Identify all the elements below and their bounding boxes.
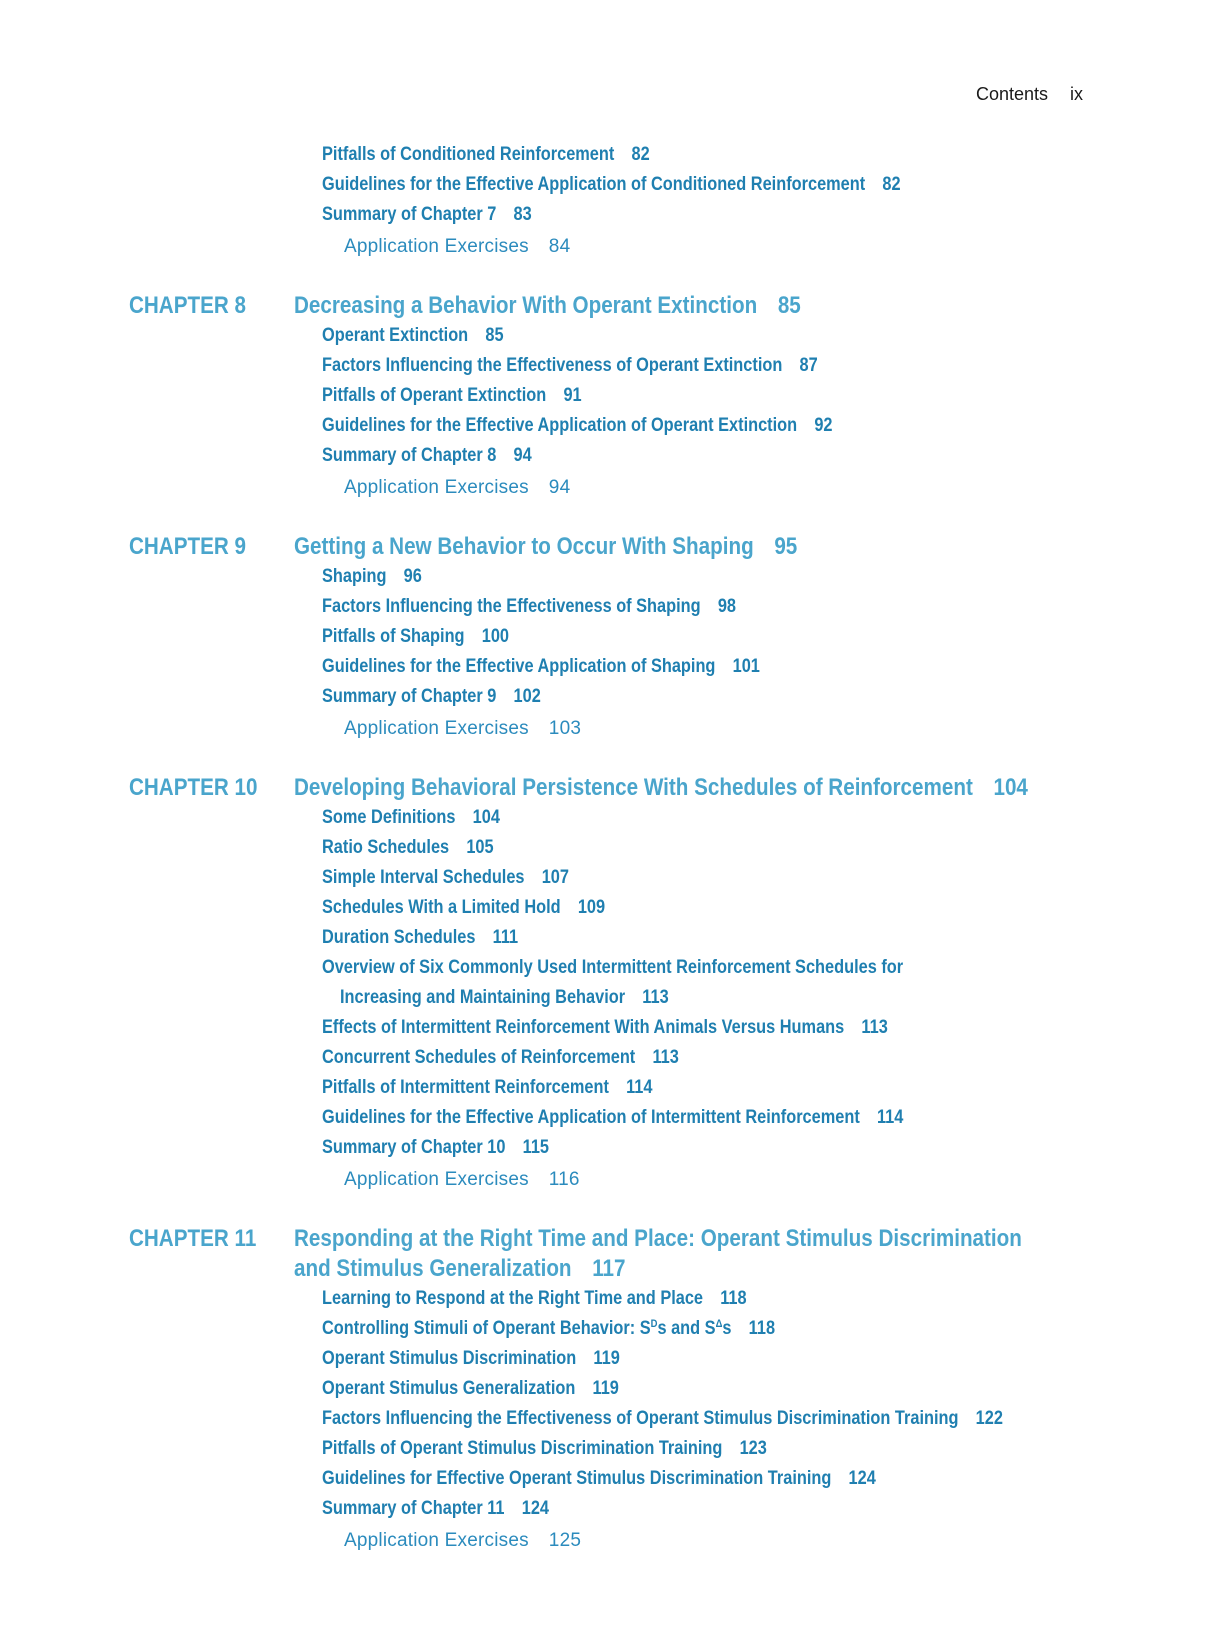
toc-entry-page: 116: [548, 1169, 580, 1190]
toc-entry[interactable]: [322, 566, 422, 588]
chapter-page: 117: [592, 1255, 626, 1282]
toc-entry[interactable]: [322, 1498, 549, 1520]
chapter-page: 95: [774, 533, 798, 560]
toc-entry[interactable]: [322, 1438, 767, 1460]
toc-entry-page: 119: [593, 1348, 620, 1369]
toc-entry[interactable]: [322, 174, 901, 196]
toc-entry-title: Schedules With a Limited Hold: [322, 897, 561, 918]
chapter-label: CHAPTER 8: [129, 292, 246, 319]
toc-entry[interactable]: [322, 897, 605, 919]
toc-entry-page: 85: [485, 325, 504, 346]
toc-entry-title: Guidelines for the Effective Application of Shaping: [322, 656, 716, 677]
toc-entry-title: Guidelines for the Effective Application of Intermittent Reinforcement: [322, 1107, 860, 1128]
toc-entry[interactable]: [322, 1047, 679, 1069]
toc-entry-page: 111: [492, 927, 519, 948]
toc-entry-exercises[interactable]: [344, 1169, 580, 1191]
toc-entry-title: Guidelines for Effective Operant Stimulus Discrimination Training: [322, 1468, 832, 1489]
toc-entry-page: 87: [799, 355, 818, 376]
toc-entry-title: Application Exercises: [344, 718, 529, 739]
toc-entry-page: 109: [577, 897, 606, 918]
chapter-page: 85: [777, 292, 801, 319]
toc-entry-page: 113: [642, 987, 669, 1008]
toc-entry-exercises[interactable]: [344, 1530, 581, 1552]
toc-entry-page: 102: [513, 686, 541, 707]
toc-entry-title: Pitfalls of Conditioned Reinforcement: [322, 144, 615, 165]
toc-entry-page: 94: [513, 445, 532, 466]
toc-entry-title: Shaping: [322, 566, 387, 587]
toc-entry-title: Increasing and Maintaining Behavior: [340, 987, 626, 1008]
toc-entry-title: Summary of Chapter 11: [322, 1498, 505, 1519]
chapter-title-line1[interactable]: [294, 1225, 1022, 1253]
toc-entry-title: Operant Stimulus Discrimination: [322, 1348, 577, 1369]
toc-entry-page: 84: [548, 236, 571, 257]
toc-entry-title: Summary of Chapter 8: [322, 445, 497, 466]
toc-entry-page: 82: [882, 174, 901, 195]
toc-entry-title: Summary of Chapter 7: [322, 204, 497, 225]
toc-entry-title: [322, 1318, 731, 1339]
toc-entry-page: 91: [563, 385, 582, 406]
toc-entry[interactable]: [322, 355, 818, 377]
toc-entry-title: Pitfalls of Shaping: [322, 626, 465, 647]
toc-entry[interactable]: [322, 837, 494, 859]
toc-entry-page: 96: [403, 566, 422, 587]
toc-entry[interactable]: [322, 445, 532, 467]
toc-entry[interactable]: [322, 415, 833, 437]
toc-entry[interactable]: [322, 325, 504, 347]
toc-entry-title: Operant Stimulus Generalization: [322, 1378, 576, 1399]
toc-entry-page: 118: [748, 1318, 776, 1339]
toc-entry-title: Guidelines for the Effective Application of Operant Extinction: [322, 415, 798, 436]
toc-entry-page: 115: [522, 1137, 549, 1158]
toc-entry-title: Concurrent Schedules of Reinforcement: [322, 1047, 636, 1068]
toc-entry-page: 114: [626, 1077, 653, 1098]
toc-entry-title: Application Exercises: [344, 236, 529, 257]
toc-entry-page: 124: [521, 1498, 549, 1519]
toc-entry[interactable]: [322, 1408, 1003, 1430]
toc-entry[interactable]: [322, 1468, 876, 1490]
chapter-title-text: Decreasing a Behavior With Operant Extinction: [294, 292, 758, 319]
toc-entry-page: 100: [481, 626, 509, 647]
toc-entry-title: Simple Interval Schedules: [322, 867, 525, 888]
toc-text-part: Controlling Stimuli of Operant Behavior: S: [322, 1318, 651, 1339]
toc-entry-page: 101: [732, 656, 760, 677]
toc-entry-continuation[interactable]: [340, 987, 669, 1009]
chapter-title-line2[interactable]: [294, 1255, 625, 1283]
toc-entry-page: 83: [513, 204, 532, 225]
toc-entry-page: 98: [717, 596, 736, 617]
toc-entry[interactable]: [322, 626, 509, 648]
toc-entry[interactable]: [322, 144, 650, 166]
toc-entry-title: Guidelines for the Effective Application of Conditioned Reinforcement: [322, 174, 866, 195]
page-number: ix: [1070, 84, 1084, 104]
toc-entry-title: Pitfalls of Operant Stimulus Discrimination Training: [322, 1438, 723, 1459]
toc-entry-title: Factors Influencing the Effectiveness of Operant Extinction: [322, 355, 783, 376]
toc-entry[interactable]: [322, 1378, 619, 1400]
toc-entry-title: Duration Schedules: [322, 927, 476, 948]
toc-entry[interactable]: [322, 807, 500, 829]
toc-entry-title: Ratio Schedules: [322, 837, 450, 858]
toc-entry-page: 125: [548, 1530, 582, 1551]
chapter-label: CHAPTER 9: [129, 533, 246, 560]
running-head-section: Contents: [976, 84, 1049, 104]
toc-entry[interactable]: [322, 385, 582, 407]
toc-entry-title: Operant Extinction: [322, 325, 469, 346]
toc-entry-title: Application Exercises: [344, 477, 529, 498]
toc-entry[interactable]: [322, 596, 736, 618]
chapter-title[interactable]: [294, 292, 801, 320]
toc-entry-title: Application Exercises: [344, 1530, 529, 1551]
toc-entry[interactable]: [322, 204, 532, 226]
toc-entry-title: Overview of Six Commonly Used Intermittent Reinforcement Schedules for: [322, 957, 904, 978]
toc-entry[interactable]: [322, 1348, 620, 1370]
toc-entry-title: Summary of Chapter 10: [322, 1137, 506, 1158]
toc-entry-title: Factors Influencing the Effectiveness of Shaping: [322, 596, 701, 617]
toc-entry-page: 104: [472, 807, 500, 828]
toc-entry-page: 92: [814, 415, 833, 436]
toc-entry-page: 124: [848, 1468, 876, 1489]
toc-entry-exercises[interactable]: [344, 477, 570, 499]
toc-entry-page: 113: [652, 1047, 679, 1068]
toc-entry-page: 94: [548, 477, 571, 498]
toc-entry-title: Pitfalls of Operant Extinction: [322, 385, 547, 406]
toc-entry-title: Learning to Respond at the Right Time and Place: [322, 1288, 704, 1309]
toc-entry-page: 107: [541, 867, 569, 888]
chapter-page: 104: [993, 774, 1028, 801]
toc-entry-title: Summary of Chapter 9: [322, 686, 497, 707]
toc-entry[interactable]: [322, 1077, 652, 1099]
toc-text-part: s and S: [657, 1318, 716, 1339]
chapter-title-text: Developing Behavioral Persistence With Schedules of Reinforcement: [294, 774, 973, 801]
toc-entry-title: Application Exercises: [344, 1169, 529, 1190]
chapter-title[interactable]: [294, 533, 797, 561]
toc-entry-page: 114: [876, 1107, 904, 1128]
toc-entry-page: 82: [631, 144, 650, 165]
toc-entry[interactable]: [322, 1137, 549, 1159]
toc-entry-title: Factors Influencing the Effectiveness of Operant Stimulus Discrimination Training: [322, 1408, 959, 1429]
chapter-title-text: Getting a New Behavior to Occur With Shaping: [294, 533, 754, 560]
chapter-title-text: and Stimulus Generalization: [294, 1255, 572, 1282]
toc-entry-exercises[interactable]: [344, 718, 581, 740]
toc-entry-page: 105: [466, 837, 494, 858]
running-head: [976, 84, 1083, 105]
chapter-title-text: Responding at the Right Time and Place: Operant Stimulus Discrimination: [294, 1225, 1022, 1252]
superscript-delta: Δ: [715, 1318, 723, 1330]
chapter-title[interactable]: [294, 774, 1028, 802]
superscript-d: D: [650, 1318, 658, 1330]
toc-entry[interactable]: [322, 1288, 747, 1310]
toc-entry-page: 113: [861, 1017, 888, 1038]
toc-entry[interactable]: [322, 1318, 775, 1340]
toc-entry[interactable]: [322, 656, 760, 678]
toc-entry-title: Effects of Intermittent Reinforcement With Animals Versus Humans: [322, 1017, 845, 1038]
toc-entry[interactable]: [322, 867, 569, 889]
toc-entry-title: Pitfalls of Intermittent Reinforcement: [322, 1077, 609, 1098]
toc-entry-page: 119: [592, 1378, 619, 1399]
toc-entry[interactable]: [322, 686, 541, 708]
toc-entry-page: 123: [739, 1438, 767, 1459]
chapter-label: CHAPTER 11: [129, 1225, 257, 1252]
toc-entry[interactable]: [322, 1107, 903, 1129]
toc-entry-exercises[interactable]: [344, 236, 570, 258]
chapter-label: CHAPTER 10: [129, 774, 258, 801]
toc-entry-page: 118: [720, 1288, 747, 1309]
toc-entry[interactable]: [322, 927, 518, 949]
toc-entry-page: 122: [975, 1408, 1003, 1429]
toc-entry[interactable]: [322, 957, 903, 979]
toc-entry-title: Some Definitions: [322, 807, 456, 828]
toc-text-part: s: [722, 1318, 732, 1339]
toc-entry[interactable]: [322, 1017, 888, 1039]
toc-entry-page: 103: [548, 718, 582, 739]
